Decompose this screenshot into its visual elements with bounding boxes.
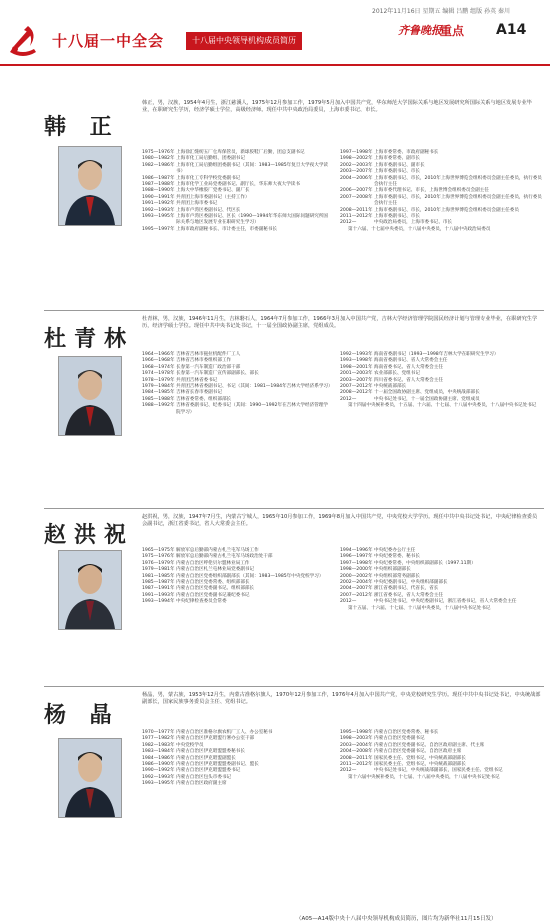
career-years: 1991—1993年	[142, 592, 175, 598]
career-years: 1990—1991年	[142, 194, 175, 200]
section-label: 重点	[440, 24, 465, 38]
career-position: 中央书记处书记，中央纪委副书记，浙江省委书记，省人大常委会主任	[374, 599, 517, 605]
profile-section	[0, 98, 550, 304]
career-years: 1992—1993年	[142, 207, 175, 213]
career-position: 上海市委副书记、市长	[374, 214, 420, 220]
career-position: 内蒙古自治区政府副主席	[176, 781, 227, 787]
career-years: 2012—	[340, 599, 357, 605]
career-years: 1979—1984年	[142, 384, 175, 390]
career-position: 吉林省长春市委副书记	[176, 390, 222, 396]
career-years: 1965—1975年	[142, 548, 175, 553]
career-position: 上海市化工局后勤组团委副书记（其间：1983—1985年复旦大学夜大学读书）	[176, 162, 329, 175]
career-position: 共青团吉林省委副书记、书记（其间：1981—1984年吉林大学经济系学习）	[176, 384, 333, 390]
career-years: 2004—2007年	[340, 586, 373, 592]
portrait-photo	[58, 356, 122, 436]
career-position: 中央纪委常委、秘书长	[374, 554, 420, 560]
career-position: 浙江省委副书记、代省长，省长	[374, 586, 439, 592]
person-name: 韩 正	[44, 115, 120, 140]
career-years: 1977—1982年	[142, 736, 175, 742]
career-years: 2001—2003年	[340, 371, 373, 377]
career-position: 吉林省吉林市拖拉机配件厂工人	[176, 352, 241, 357]
career-years: 1990—1992年	[142, 768, 175, 774]
career-position: 内蒙古自治区呼伦贝尔盟林业局工作	[176, 560, 250, 566]
profile-section	[0, 690, 550, 910]
career-entry	[142, 227, 332, 233]
career-years: 1992—1993年	[340, 352, 373, 357]
career-years: 1992—1993年	[142, 774, 175, 780]
career-years: 1997—1998年	[340, 150, 373, 155]
career-position: 上海市委副书记、副市长	[374, 162, 425, 168]
banner-tagline: 十八届中央领导机构成员简历	[186, 32, 302, 50]
career-position: 内蒙古自治区准格尔旗农机厂工人、办公室秘书	[176, 730, 273, 735]
career-entry	[340, 606, 544, 612]
career-years: 1975—1976年	[142, 554, 175, 560]
career-years: 1995—1998年	[340, 730, 373, 735]
career-years: 1997—1998年	[340, 560, 373, 566]
career-position: 上海市卢湾区委副书记、代区长	[176, 207, 241, 213]
career-entry	[142, 403, 332, 416]
career-position: 吉林省吉林市委组织部工作	[176, 358, 232, 364]
career-position: 中央组织部常务副部长	[374, 573, 420, 579]
career-entry	[340, 775, 544, 781]
career-position: 内蒙古自治区党委副书记、自治区政府主席	[374, 749, 462, 755]
person-name: 杜青林	[44, 327, 135, 352]
career-years: 1994—1996年	[340, 548, 373, 553]
career-position: 中央纪委办公厅主任	[374, 548, 416, 553]
career-left-column	[142, 150, 332, 233]
career-position: 共青团上海市委书记	[176, 201, 218, 207]
career-years: 2008—2011年	[340, 755, 373, 761]
career-years: 2002—2004年	[340, 580, 373, 586]
career-years: 2011—2012年	[340, 762, 373, 768]
career-entry	[142, 163, 332, 176]
career-position: 内蒙古自治区包头市委书记	[176, 774, 232, 780]
profile-intro: 赵洪祝，男，汉族，1947年7月生，内蒙古宁城人，1965年10月参加工作，1969年8月加入中国共产党，中央党校大学学历。现任中共中央书记处书记，中央纪律检查委员会副书记，浙江省委书记，省人大常委会主任。	[142, 514, 538, 527]
profile-intro: 杜青林，男，汉族，1946年11月生，吉林磐石人，1964年7月参加工作，1966年3月加入中国共产党，吉林大学经济管理学院国民经济计划与管理专业毕业，在职研究生学历，经济学硕士学位。现任中共中央书记处书记，十一届全国政协副主席，党组成员。	[142, 316, 538, 329]
career-position: 中央统战部部长	[374, 384, 407, 390]
page-banner	[0, 22, 550, 64]
career-years: 1988—1992年	[142, 403, 175, 409]
career-years	[340, 403, 348, 409]
section-divider	[44, 310, 544, 311]
career-years	[340, 227, 348, 233]
career-position: 内蒙古自治区党委副书记、组织部部长	[176, 586, 255, 592]
career-position: 海南省委书记、省人大常委会主任	[374, 364, 443, 370]
career-position: 中央纪律检查委员会常委	[176, 599, 227, 605]
career-years: 1998—2001年	[340, 364, 373, 370]
career-years: 2003—2007年	[340, 377, 373, 383]
career-position: 长春第一汽车制造厂宣传部副部长、部长	[176, 371, 259, 377]
career-position: 上海大中华橡胶厂党委书记、副厂长	[176, 188, 250, 194]
career-position: 共青团上海市委副书记（主持工作）	[176, 194, 250, 200]
career-position: 吉林省委常委、组织部部长	[176, 396, 232, 402]
career-years: 1988—1990年	[142, 188, 175, 194]
career-position: 第十四届中央候补委员，十五届、十六届、十七届、十八届中央委员，十八届中央书记处书记	[348, 403, 537, 409]
career-position: 长春第一汽车制造厂政治部干部	[176, 364, 241, 370]
career-years	[340, 606, 348, 612]
career-position: 上海市委副书记、市长，2010年上海世界博览会组织委员会副主任委员，执行委员会执行主任	[374, 175, 542, 188]
career-left-column	[142, 352, 332, 416]
career-entry	[142, 781, 332, 787]
career-years: 1985—1988年	[142, 396, 175, 402]
career-years: 1987—1988年	[142, 182, 175, 188]
career-position: 四川省委书记、省人大常委会主任	[374, 377, 443, 383]
date-line-bar	[0, 0, 550, 22]
career-right-column	[340, 150, 544, 233]
banner-divider	[0, 64, 550, 66]
career-years: 1983—1984年	[142, 749, 175, 755]
career-left-column	[142, 730, 332, 788]
career-position: 中央书记处书记，中央统战部副部长，国家民委主任、党组书记	[374, 768, 503, 774]
section-divider	[44, 508, 544, 509]
career-years: 2012—	[340, 220, 357, 226]
career-position: 内蒙古自治区党委常委、秘书长	[374, 730, 439, 735]
career-position: 内蒙古自治区党委副书记兼纪委书记	[176, 592, 250, 598]
party-emblem-icon	[6, 22, 40, 60]
career-years: 2000—2002年	[340, 573, 373, 579]
career-years: 1984—1985年	[142, 390, 175, 396]
career-position: 中央政治局委员，上海市委书记、市长	[374, 220, 453, 226]
career-years: 1986—1990年	[142, 762, 175, 768]
career-position: 十一届全国政协副主席、党组成员，中央统战部部长	[374, 390, 480, 396]
career-years: 1964—1966年	[142, 352, 175, 357]
career-years: 1985—1987年	[142, 580, 175, 586]
portrait-photo	[58, 738, 122, 818]
career-years: 1978—1979年	[142, 377, 175, 383]
career-position: 上海市委副书记、市长	[374, 169, 420, 175]
section-divider	[44, 686, 544, 687]
career-entry	[340, 227, 544, 233]
career-years: 1986—1987年	[142, 175, 175, 181]
career-years: 2007—2008年	[340, 194, 373, 200]
career-position: 第十六届中央候补委员，十七届、十八届中央委员，十八届中央书记处书记	[348, 774, 500, 780]
career-years: 2003—2007年	[340, 169, 373, 175]
career-position: 上海市政府副秘书长、市计委主任，市委副秘书长	[176, 226, 278, 232]
career-position: 内蒙古自治区党委副书记	[374, 736, 425, 742]
newspaper-brand: 齐鲁晚报	[398, 24, 442, 37]
career-years: 2012—	[340, 768, 357, 774]
career-position: 上海市化工专科学校党委副书记	[176, 175, 241, 181]
career-position: 中央纪委副书记，中央组织部副部长	[374, 580, 448, 586]
person-name: 杨 晶	[44, 703, 120, 728]
profile-section	[0, 512, 550, 682]
career-position: 内蒙古自治区伊克昭盟行署办公室干部	[176, 736, 255, 742]
career-position: 上海市委常委、副市长	[374, 156, 420, 162]
career-years: 1993—1998年	[340, 358, 373, 364]
career-right-column	[340, 548, 544, 612]
career-position: 中央组织部副部长	[374, 567, 411, 573]
career-years: 2007—2012年	[340, 592, 373, 598]
career-years: 1966—1968年	[142, 358, 175, 364]
career-position: 国家民委主任、党组书记，中央统战部副部长	[374, 755, 466, 761]
page-number: A14	[496, 22, 527, 38]
career-position: 吉林省委副书记、纪委书记（其间：1990—1992年在吉林大学经济管理学院学习）	[176, 403, 329, 415]
career-years: 2002—2003年	[340, 162, 373, 168]
career-entry	[142, 599, 332, 605]
career-entry	[340, 176, 544, 189]
career-years: 2007—2012年	[340, 384, 373, 390]
career-years: 1984—1986年	[142, 755, 175, 761]
banner-title: 十八届一中全会	[52, 32, 165, 50]
career-years: 2003—2004年	[340, 742, 373, 748]
career-position: 内蒙古自治区党委常委、组织部部长	[176, 580, 250, 586]
career-position: 中央纪委常委，中央组织部副部长（1997.11期）	[374, 560, 476, 566]
career-position: 上海市化学工业局党委副书记、副厅长，华东师大夜大学读书	[176, 182, 301, 188]
career-position: 第十五届、十六届、十七届、十八届中央委员，十八届中央书记处书记	[348, 605, 491, 611]
career-years: 2004—2008年	[340, 749, 373, 755]
career-years: 1993—1994年	[142, 599, 175, 605]
career-position: 上海市化工局后勤组、团委副书记	[176, 156, 245, 162]
career-position: 解放军总后勤部内蒙古札兰屯军马场工作	[176, 548, 259, 553]
career-position: 内蒙古自治区札兰屯林业局党委副书记	[176, 567, 255, 573]
career-position: 上海市委代理书记、市长，上海世博会组织委员会副主任	[374, 188, 489, 194]
career-position: 内蒙古自治区党委副书记、自治区政府副主席、代主席	[374, 742, 485, 748]
career-years: 1981—1985年	[142, 573, 175, 579]
career-position: 中央书记处书记，十一届全国政协副主席、党组成员	[374, 396, 480, 402]
career-years: 2008—2012年	[340, 390, 373, 396]
career-years: 1968—1974年	[142, 364, 175, 370]
career-position: 内蒙古自治区伊克昭盟盟委副书记、盟长	[176, 762, 259, 768]
career-years: 1970—1977年	[142, 730, 175, 735]
career-position: 内蒙古自治区伊克昭盟盟委书记	[176, 768, 241, 774]
career-years: 1979—1981年	[142, 567, 175, 573]
career-position: 上海市委副书记、市长，2010年上海世界博览会组织委员会副主任委员，执行委员会执行主任	[374, 194, 542, 207]
career-position: 共青团吉林省委书记	[176, 377, 218, 383]
career-position: 中央党校学员	[176, 742, 204, 748]
portrait-photo	[58, 146, 122, 226]
career-left-column	[142, 548, 332, 606]
career-years: 1996—1997年	[340, 554, 373, 560]
page-footer-note: （A05—A14版中央十八届中央领导机构成员简历，图片均为新华社11月15日发）	[296, 916, 497, 922]
career-position: 海南省委副书记、省人大常委会主任	[374, 358, 448, 364]
portrait-photo	[58, 550, 122, 630]
career-years: 1995—1997年	[142, 226, 175, 232]
career-position: 第十六届、十七届中央委员，十八届中央委员，十八届中央政治局委员	[348, 226, 491, 232]
date-line: 2012年11月16日 星期五 编辑 吕鹏 组版 孙英 秦川	[372, 8, 510, 15]
career-right-column	[340, 730, 544, 781]
career-entry	[340, 195, 544, 208]
career-years: 1987—1991年	[142, 586, 175, 592]
career-years: 2004—2006年	[340, 175, 373, 181]
profile-section	[0, 314, 550, 504]
career-position: 上海市卢湾区委副书记、区长（1990—1994年华东师大国际问题研究所国际关系与地区发展专业在职研究生学习）	[176, 214, 329, 226]
career-entry	[142, 214, 332, 227]
career-position: 内蒙古自治区党委组织部副部长（其间：1983—1985年中央党校学习）	[176, 573, 324, 579]
person-name: 赵洪祝	[44, 523, 135, 548]
career-position: 海南省委副书记（1993—1998年吉林大学在职研究生学习）	[374, 352, 499, 357]
career-years: 1991—1992年	[142, 201, 175, 207]
career-years: 2006—2007年	[340, 188, 373, 194]
career-years: 1993—1995年	[142, 781, 175, 787]
career-position: 上海市委副书记、市长，2010年上海世界博览会组织委员会副主任委员	[374, 207, 519, 213]
career-years: 1980—1982年	[142, 156, 175, 162]
career-position: 上海市委常委、市政府副秘书长	[374, 150, 439, 155]
career-years: 1998—2000年	[340, 567, 373, 573]
career-years	[340, 775, 348, 781]
career-entry	[340, 403, 544, 409]
career-position: 浙江省委书记，省人大常委会主任	[374, 592, 443, 598]
career-years: 2008—2011年	[340, 207, 373, 213]
career-position: 上海徐汇缝纫五厂仓库保管员，新球胶鞋厂后勤，团总支副书记	[176, 150, 305, 155]
profile-intro: 杨晶，男，蒙古族，1953年12月生，内蒙古准格尔旗人，1970年12月参加工作，1976年4月加入中国共产党，中央党校研究生学历。现任中共中央书记处书记，中央统战部副部长，国家民族事务委员会主任、党组书记。	[142, 692, 541, 705]
career-years: 1993—1995年	[142, 214, 175, 220]
career-right-column	[340, 352, 544, 410]
career-years: 1976—1979年	[142, 560, 175, 566]
career-position: 内蒙古自治区伊克昭盟盟委秘书长	[176, 749, 245, 755]
career-position: 国家民委主任、党组书记，中央统战部副部长	[374, 762, 466, 768]
career-years: 1998—2003年	[340, 736, 373, 742]
career-position: 农业部部长、党组书记	[374, 371, 420, 377]
career-years: 1975—1976年	[142, 150, 175, 155]
career-position: 解放军总后勤部内蒙古札兰屯军马场政治处干部	[176, 554, 273, 560]
career-years: 1982—1983年	[142, 742, 175, 748]
career-years: 2011—2012年	[340, 214, 373, 220]
career-position: 内蒙古自治区伊克昭盟副盟长	[176, 755, 236, 761]
career-years: 1998—2002年	[340, 156, 373, 162]
career-years: 1982—1986年	[142, 162, 175, 168]
career-years: 1974—1978年	[142, 371, 175, 377]
profile-intro: 韩正，男，汉族，1954年4月生，浙江慈溪人，1975年12月参加工作，1979年5月加入中国共产党，华东师范大学国际关系与地区发展研究所国际关系与地区发展专业毕业，在职研究生学历，经济学硕士学位，高级经济师。现任中共中央政治局委员，上海市委书记、市长。	[142, 100, 532, 113]
career-years: 2012—	[340, 396, 357, 402]
